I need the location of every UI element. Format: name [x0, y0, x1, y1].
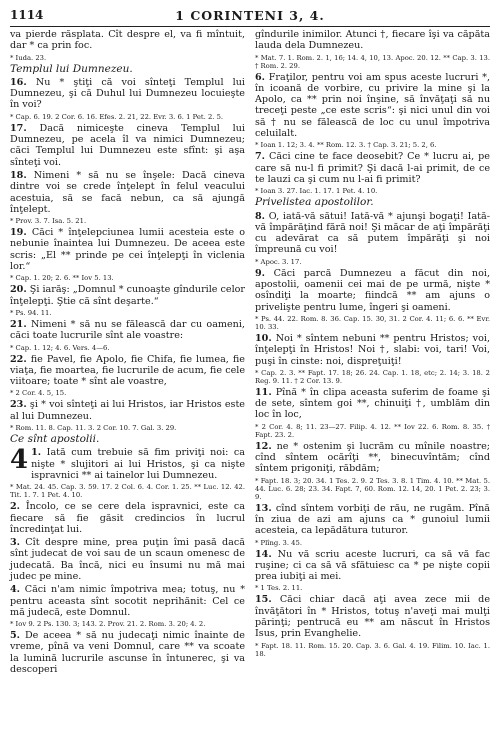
verse-text: şi * voi sînteţi ai lui Hristos, iar Hristos este al lui Dumnezeu. — [10, 399, 245, 422]
verse-text: Nimeni * să nu se fălească dar cu oameni, căci toate lucrurile sînt ale voastre: — [10, 318, 245, 342]
verse-text: Nu * ştiţi că voi sînteţi Templul lui Dumnezeu, şi că Duhul lui Dumnezeu locuieşte în voi? — [10, 76, 245, 111]
verse-number: 14. — [255, 548, 272, 560]
verse-text: Iată cum trebuie să fim priviţi noi: ca nişte * slujitori ai lui Hristos, şi ca nişte ispravnici ** ai tainelor lui Dumnezeu. — [31, 447, 245, 481]
verse — [255, 549, 490, 583]
verse — [10, 537, 245, 582]
verse-number: 8. — [255, 210, 266, 222]
verse-continuation: va pierde răsplata. Cît despre el, va fi mîntuit, dar * ca prin foc. — [10, 29, 245, 52]
verse — [255, 268, 490, 313]
right-column — [255, 29, 490, 677]
verse-number: 15. — [255, 594, 272, 606]
verse-text: Nimeni * să nu se înşele: Dacă cineva dintre voi se crede înţelept în felul veacului acestuia, să se facă nebun, ca să ajungă înţelept. — [10, 169, 245, 215]
verse-number: 19. — [10, 227, 27, 239]
cross-reference: * 2 Cor. 4. 8; 11. 23—27. Filip. 4. 12. ** Iov 22. 6. Rom. 8. 35. † Fapt. 23. 2. — [255, 422, 490, 439]
cross-reference: * Cap. 2. 3. ** Fapt. 17. 18; 26. 24. Cap. 1. 18, etc; 2. 14; 3. 18. 2 Reg. 9. 11. † 2 Cor. 13. 9. — [255, 368, 490, 385]
verse-text: fie Pavel, fie Apolo, fie Chifa, fie lumea, fie viaţa, fie moartea, fie lucrurile de acum, fie cele viitoare; toate * sînt ale voastre, — [10, 353, 245, 388]
section-heading: Ce sînt apostolii. — [10, 433, 100, 446]
verse — [10, 170, 245, 215]
chapter-number: 4 — [10, 445, 29, 476]
verse-text: Căci n'am nimic împotriva mea; totuş, nu * pentru aceasta sînt socotit neprihănit: Cel ce mă judecă, este Domnul. — [10, 584, 245, 618]
verse-number: 6. — [255, 71, 266, 83]
verse — [255, 441, 490, 475]
verse — [10, 227, 245, 272]
cross-reference: * Mat. 7. 1. Rom. 2. 1, 16; 14. 4, 10, 13. Apoc. 20. 12. ** Cap. 3. 13. † Rom. 2. 29. — [255, 53, 490, 70]
verse-text: ne * ostenim şi lucrăm cu mînile noastre; cînd sîntem ocărîţi **, binecuvîntăm; cînd sîntem prigoniţi, răbdăm; — [255, 440, 490, 475]
cross-reference: * Cap. 1. 20; 2. 6. ** Iov 5. 13. — [10, 274, 114, 283]
cross-reference: * Ps. 44. 22. Rom. 8. 36. Cap. 15. 30, 31. 2 Cor. 4. 11; 6. 6. ** Evr. 10. 33. — [255, 314, 490, 331]
verse — [10, 354, 245, 388]
verse-text: Pînă * în clipa aceasta suferim de foame şi de sete, sîntem goi **, chinuiţi †, umblăm din loc în loc, — [255, 386, 490, 421]
cross-reference: * Apoc. 3. 17. — [255, 257, 302, 266]
text-columns — [10, 29, 490, 677]
verse-number: 2. — [10, 501, 21, 513]
verse-text: cînd sîntem vorbiţi de rău, ne rugăm. Pînă în ziua de azi am ajuns ca * gunoiul lumii acesteia, ca lepădătura tuturor. — [255, 502, 490, 537]
cross-reference: * Ps. 94. 11. — [10, 308, 52, 317]
verse — [255, 594, 490, 639]
verse-number: 18. — [10, 169, 27, 181]
cross-reference: * 2 Cor. 4. 5, 15. — [10, 389, 67, 398]
verse-number: 20. — [10, 284, 27, 296]
page-number: 1114 — [10, 8, 44, 22]
verse-number: 4. — [10, 584, 21, 596]
verse — [255, 72, 490, 140]
verse — [255, 503, 490, 537]
verse-number: 12. — [255, 440, 272, 452]
cross-reference: * Mat. 24. 45. Cap. 3. 59. 17. 2 Col. 6. 4. Cor. 1. 25. ** Luc. 12. 42. Tit. 1. 7. 1 Pet. 4. 10. — [10, 483, 245, 500]
cross-reference: * Ioan 1. 12; 3. 4. ** Rom. 12. 3. † Cap. 3. 21; 5. 2, 6. — [255, 141, 437, 150]
verse-text: Căci cine te face deosebit? Ce * lucru ai, pe care să nu-l fi primit? Şi dacă l-ai primit, de ce te lauzi ca şi cum nu l-ai fi primit? — [255, 151, 490, 185]
verse-number: 3. — [10, 537, 21, 549]
verse — [10, 501, 245, 535]
verse — [255, 211, 490, 256]
verse-number: 17. — [10, 122, 27, 134]
cross-reference: * Fapt. 18. 11. Rom. 15. 20. Cap. 3. 6. Gal. 4. 19. Filim. 10. Iac. 1. 18. — [255, 641, 490, 658]
verse — [255, 387, 490, 421]
verse-text: Căci chiar dacă aţi avea zece mii de învăţători în * Hristos, totuş n'aveţi mai mulţi părinţi; pentrucă eu ** am născut în Hristos Isus, prin Evanghelie. — [255, 594, 490, 640]
verse-number: 11. — [255, 386, 272, 398]
page-header — [10, 8, 490, 27]
verse — [10, 123, 245, 168]
verse — [10, 319, 245, 342]
verse — [10, 584, 245, 618]
verse — [10, 447, 245, 481]
cross-reference: * Cap. 6. 19. 2 Cor. 6. 16. Efes. 2. 21, 22. Evr. 3. 6. 1 Pet. 2. 5. — [10, 112, 224, 121]
verse-number: 7. — [255, 151, 266, 163]
verse — [255, 151, 490, 185]
verse-text: De aceea * să nu judecaţi nimic înainte de vreme, pînă va veni Domnul, care ** va scoate la lumină lucrurile ascunse în întunerec, şi va descoperi — [10, 630, 245, 676]
cross-reference: * Cap. 1. 12; 4. 6. Vers. 4—6. — [10, 343, 110, 352]
verse-number: 1. — [31, 447, 42, 459]
verse-number: 13. — [255, 502, 272, 514]
cross-reference: * Plîng. 3. 45. — [255, 538, 302, 547]
verse-text: Căci parcă Dumnezeu a făcut din noi, apostolii, oamenii cei mai de pe urmă, nişte * osîndiţi la moarte; fiindcă ** am ajuns o privelişte pentru lume, îngeri şi oameni. — [255, 267, 490, 313]
cross-reference: * Iov 9. 2 Ps. 130. 3; 143. 2. Prov. 21. 2. Rom. 3. 20; 4. 2. — [10, 620, 206, 629]
verse-text: Căci * înţelepciunea lumii acesteia este o nebunie înaintea lui Dumnezeu. De aceea este scris: „El ** prinde pe cei înţelepţi în viclenia lor.“ — [10, 227, 245, 273]
verse-text: Cît despre mine, prea puţin îmi pasă dacă sînt judecat de voi sau de un scaun omenesc de judecată. Ba încă, nici eu însumi nu mă mai judec pe mine. — [10, 537, 245, 582]
cross-reference: * 1 Tes. 2. 11. — [255, 584, 303, 593]
verse-text: Încolo, ce se cere dela ispravnici, este ca fiecare să fie găsit credincios în lucrul încredinţat lui. — [10, 501, 245, 535]
verse-number: 23. — [10, 399, 27, 411]
cross-reference: * Rom. 11. 8. Cap. 11. 3. 2 Cor. 10. 7. Gal. 3. 29. — [10, 424, 177, 433]
section-heading: Privelistea apostolilor. — [255, 196, 374, 209]
cross-reference: * Fapt. 18. 3; 20. 34. 1 Tes. 2. 9. 2 Tes. 3. 8. 1 Tim. 4. 10. ** Mat. 5. 44. Luc. 6. 28; 23. 34. Fapt. 7, 60. Rom. 12. 14, 20. 1 Pet. 2. 23; 3. 9. — [255, 476, 490, 501]
verse-text: Dacă nimiceşte cineva Templul lui Dumnezeu, pe acela îl va nimici Dumnezeu; căci Templul lui Dumnezeu este sfînt: şi aşa sînteţi voi. — [10, 122, 245, 168]
verse — [10, 399, 245, 422]
verse-text: Fraţilor, pentru voi am spus aceste lucruri *, în icoană de vorbire, cu privire la mine şi la Apolo, ca ** prin noi înşine, să învăţaţi să nu treceţi peste „ce este scris“: şi nici unul din voi să † nu se fălească de loc cu unul împotriva celuilalt. — [255, 71, 490, 140]
verse — [10, 77, 245, 111]
verse-number: 21. — [10, 318, 27, 330]
verse-number: 16. — [10, 76, 27, 88]
verse — [10, 284, 245, 307]
verse-text: Şi iarăş: „Domnul * cunoaşte gîndurile celor înţelepţi. Ştie că sînt deşarte.“ — [10, 284, 245, 307]
cross-reference: * Ioan 3. 27. Iac. 1. 17. 1 Pet. 4. 10. — [255, 187, 378, 196]
verse — [10, 630, 245, 675]
section-heading: Templul lui Dumnezeu. — [10, 62, 133, 75]
verse-continuation: gîndurile inimilor. Atunci †, fiecare îşi va căpăta lauda dela Dumnezeu. — [255, 29, 490, 52]
verse-text: Noi * sîntem nebuni ** pentru Hristos; voi, înţelepţi în Hristos! Noi †, slabi: voi, tari! Voi, puşi în cinste: noi, dispreţuiţi! — [255, 332, 490, 367]
verse-number: 9. — [255, 267, 266, 279]
verse — [255, 333, 490, 367]
verse-text: O, iată-vă sătui! Iată-vă * ajunşi bogaţi! Iată-vă împărăţind fără noi! Şi măcar de aţi împărăţi cu adevărat ca să putem împărăţi şi noi împreună cu voi! — [255, 210, 490, 256]
cross-reference: * Prov. 3. 7. Isa. 5. 21. — [10, 217, 87, 226]
page-title: 1 CORINTENI 3, 4. — [175, 8, 325, 23]
cross-reference: * Iuda. 23. — [10, 53, 47, 62]
verse-number: 22. — [10, 353, 27, 365]
left-column — [10, 29, 245, 677]
verse-number: 10. — [255, 332, 272, 344]
verse-number: 5. — [10, 630, 21, 642]
verse-text: Nu vă scriu aceste lucruri, ca să vă fac ruşine; ci ca să vă sfătuiesc ca * pe nişte copii prea iubiţi ai mei. — [255, 548, 490, 583]
